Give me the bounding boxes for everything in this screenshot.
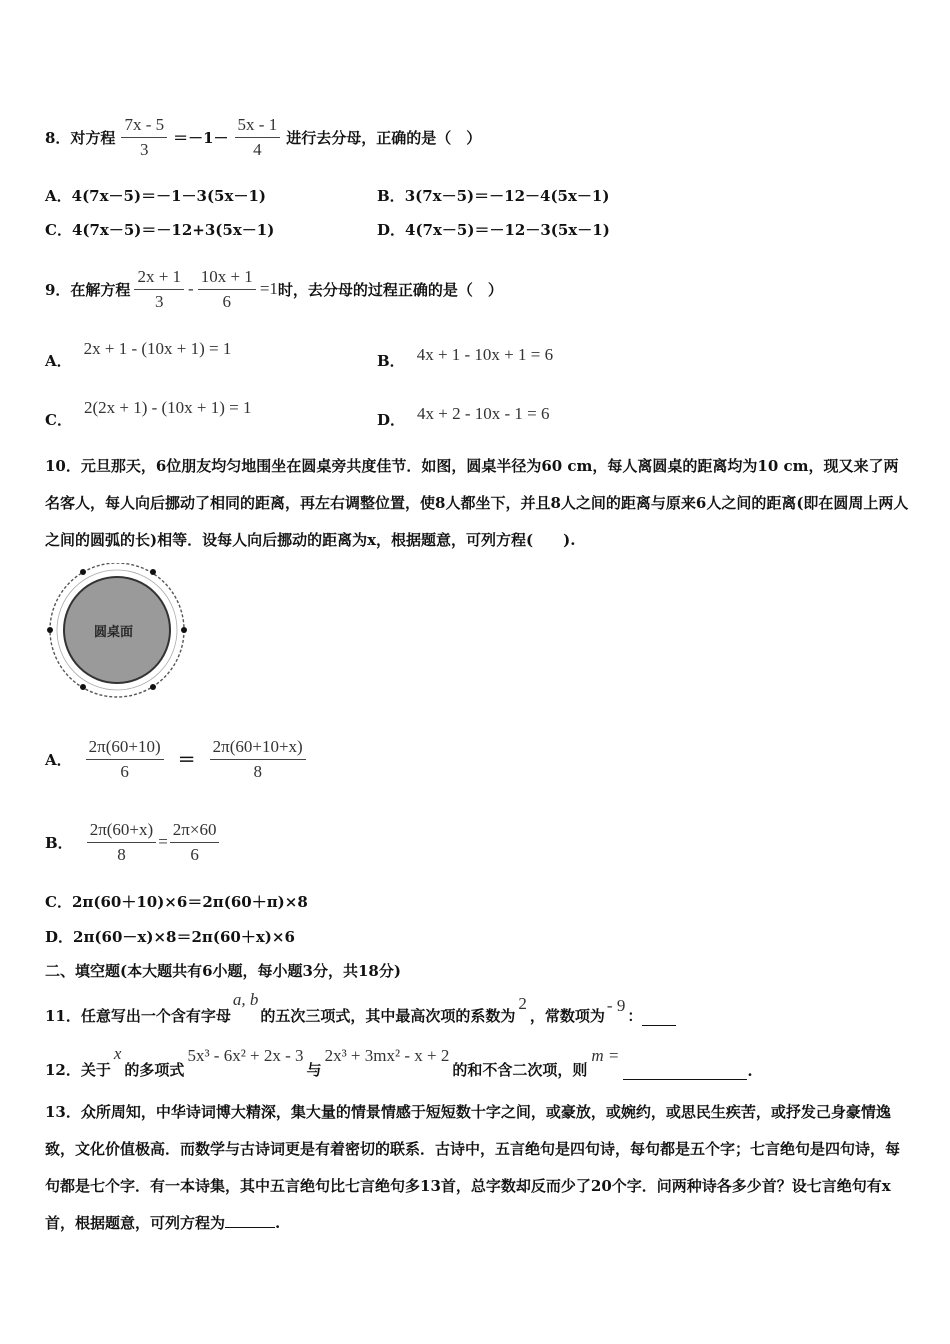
q12-text-1: 12．关于: [45, 1061, 111, 1079]
q8-suffix: 进行去分母，正确的是（ ）: [286, 128, 482, 147]
q12-answer-blank[interactable]: [623, 1079, 747, 1080]
q10b-left-numerator: 2π(60+x): [87, 820, 157, 843]
q10a-right-numerator: 2π(60+10+x): [210, 737, 306, 760]
q8-option-a[interactable]: [45, 185, 266, 206]
q12-text-3: 与: [306, 1061, 322, 1079]
option-label: C．: [45, 893, 72, 911]
q10-option-a[interactable]: [45, 720, 306, 798]
option-math: 4x + 2 - 10x - 1 = 6: [417, 403, 550, 423]
q9-prefix: 9．在解方程: [45, 280, 131, 299]
q8-frac2-denominator: 4: [253, 139, 262, 159]
q11-text-2: 的五次三项式，其中最高次项的系数为: [260, 1007, 516, 1025]
q10-option-c[interactable]: [45, 891, 308, 912]
q9-suffix: 时，去分母的过程正确的是（ ）: [277, 280, 503, 299]
q10-option-d[interactable]: [45, 926, 295, 947]
q11-text-4: ：: [627, 1007, 643, 1025]
option-text: 4(7x－5)＝－1－3(5x－1): [71, 187, 266, 205]
q8-prefix: 8．对方程: [45, 128, 116, 147]
q9-frac2-numerator: 10x + 1: [198, 267, 256, 290]
q9-fraction-left: [134, 267, 184, 312]
q8-option-b[interactable]: [377, 185, 609, 206]
q12-polynomial-1: 5x³ - 6x² + 2x - 3: [187, 1046, 304, 1065]
q10a-left-numerator: 2π(60+10): [86, 737, 164, 760]
q13-text: 13．众所周知，中华诗词博大精深，集大量的情景情感于短短数十字之间，或豪放，或婉约，或思民生疾苦，或抒发己身豪情逸致，文化价值极高．而数学与古诗词更是有着密切的联系．古诗中，五言绝句是四句诗，每句都是五个字；七言绝句是四句诗，每句都是七个字．有一本诗集，其中五言绝句比七言绝句多13首，总字数却反而少了20个字．问两种诗各多少首？设七言绝句有x首，根据题意，可列方程为: [45, 1103, 901, 1232]
q8-option-c[interactable]: [45, 219, 274, 240]
section-title: 二、填空题(本大题共有6小题，每小题3分，共18分): [45, 962, 401, 980]
q9-option-d[interactable]: [377, 403, 550, 429]
option-text: 3(7x－5)＝－12－4(5x－1): [404, 187, 610, 205]
q13-period: .: [275, 1214, 281, 1232]
q9-frac2-denominator: 6: [222, 291, 232, 311]
q12-text-2: 的多项式: [124, 1061, 185, 1079]
option-text: 2π(60＋10)×6＝2π(60＋π)×8: [71, 893, 308, 911]
q10a-right-denominator: 8: [253, 761, 262, 781]
q9-option-b[interactable]: [377, 344, 554, 370]
option-label: A．: [45, 187, 72, 205]
q8-frac1-numerator: 7x - 5: [121, 115, 167, 138]
question-9-stem: [45, 253, 503, 325]
q10b-equals: =: [158, 832, 168, 851]
q9-minus: -: [188, 279, 194, 298]
q10b-right-numerator: 2π×60: [170, 820, 220, 843]
option-math: 2x + 1 - (10x + 1) = 1: [83, 338, 232, 358]
q11-letters: a, b: [232, 990, 259, 1009]
q8-frac2-numerator: 5x - 1: [235, 115, 281, 138]
option-label: D．: [377, 411, 406, 429]
q11-text-1: 11．任意写出一个含有字母: [45, 1007, 231, 1025]
q8-option-d[interactable]: [377, 219, 610, 240]
q8-mid: ＝－1－: [173, 128, 229, 147]
q9-option-a[interactable]: [45, 338, 232, 370]
question-10-stem: 10．元旦那天，6位朋友均匀地围坐在圆桌旁共度佳节．如图，圆桌半径为60 cm，每人离圆桌的距离均为10 cm，现又来了两名客人，每人向后挪动了相同的距离，再左右调整位置，使8人都坐下，并且8人之间的距离与原来6人之间的距离(即在圆周上两人之间的圆弧的长)相等．设每人向后挪动的距离为x，根据题意，可列方程( ).: [45, 457, 909, 549]
q9-frac1-numerator: 2x + 1: [134, 267, 184, 290]
q10a-left-fraction: [86, 737, 164, 782]
table-label: 圆桌面: [94, 625, 134, 640]
q8-fraction-right: [235, 115, 281, 160]
option-label: D．: [45, 928, 74, 946]
q9-frac1-denominator: 3: [155, 291, 164, 311]
q12-m-equals: m =: [591, 1046, 620, 1065]
option-label: A．: [45, 352, 72, 370]
option-math: 4x + 1 - 10x + 1 = 6: [416, 344, 554, 364]
option-text: 4(7x－5)＝－12+3(5x－1): [71, 221, 275, 239]
q11-constant: - 9: [606, 996, 626, 1015]
q9-option-c[interactable]: [45, 397, 252, 429]
option-label: C．: [45, 221, 72, 239]
q10a-equals: ＝: [177, 750, 196, 771]
q8-fraction-left: [121, 115, 167, 160]
option-label: D．: [377, 221, 406, 239]
option-label: A．: [45, 750, 72, 769]
option-label: B．: [377, 187, 405, 205]
q11-text-3: ，常数项为: [529, 1007, 605, 1025]
option-label: B．: [377, 352, 405, 370]
option-text: 2π(60－x)×8＝2π(60＋x)×6: [73, 928, 295, 946]
q10b-left-fraction: [87, 820, 157, 865]
q12-variable: x: [113, 1044, 122, 1063]
q13-answer-blank[interactable]: [225, 1227, 275, 1228]
option-label: B．: [45, 833, 73, 852]
q10b-right-denominator: 6: [190, 844, 199, 864]
q11-answer-blank[interactable]: [642, 1025, 676, 1026]
option-math: 2(2x + 1) - (10x + 1) = 1: [83, 397, 252, 417]
q11-coefficient: 2: [518, 994, 527, 1013]
option-label: C．: [45, 411, 72, 429]
question-11: [45, 986, 676, 1026]
option-text: 4(7x－5)＝－12－3(5x－1): [405, 221, 610, 239]
q9-fraction-right: [198, 267, 256, 312]
q12-period: .: [747, 1062, 753, 1080]
round-table-figure: [45, 563, 191, 703]
q12-text-4: 的和不含二次项，则: [452, 1061, 588, 1079]
question-8-stem: [45, 101, 481, 173]
question-12: [45, 1040, 753, 1080]
q10b-right-fraction: [170, 820, 220, 865]
question-13: [45, 1094, 910, 1242]
q9-equals: =1: [259, 279, 278, 298]
q12-polynomial-2: 2x³ + 3mx² - x + 2: [324, 1046, 450, 1065]
q10a-right-fraction: [210, 737, 306, 782]
q10-option-b[interactable]: [45, 803, 219, 881]
q8-frac1-denominator: 3: [140, 139, 149, 159]
q10a-left-denominator: 6: [120, 761, 129, 781]
q10b-left-denominator: 8: [117, 844, 126, 864]
